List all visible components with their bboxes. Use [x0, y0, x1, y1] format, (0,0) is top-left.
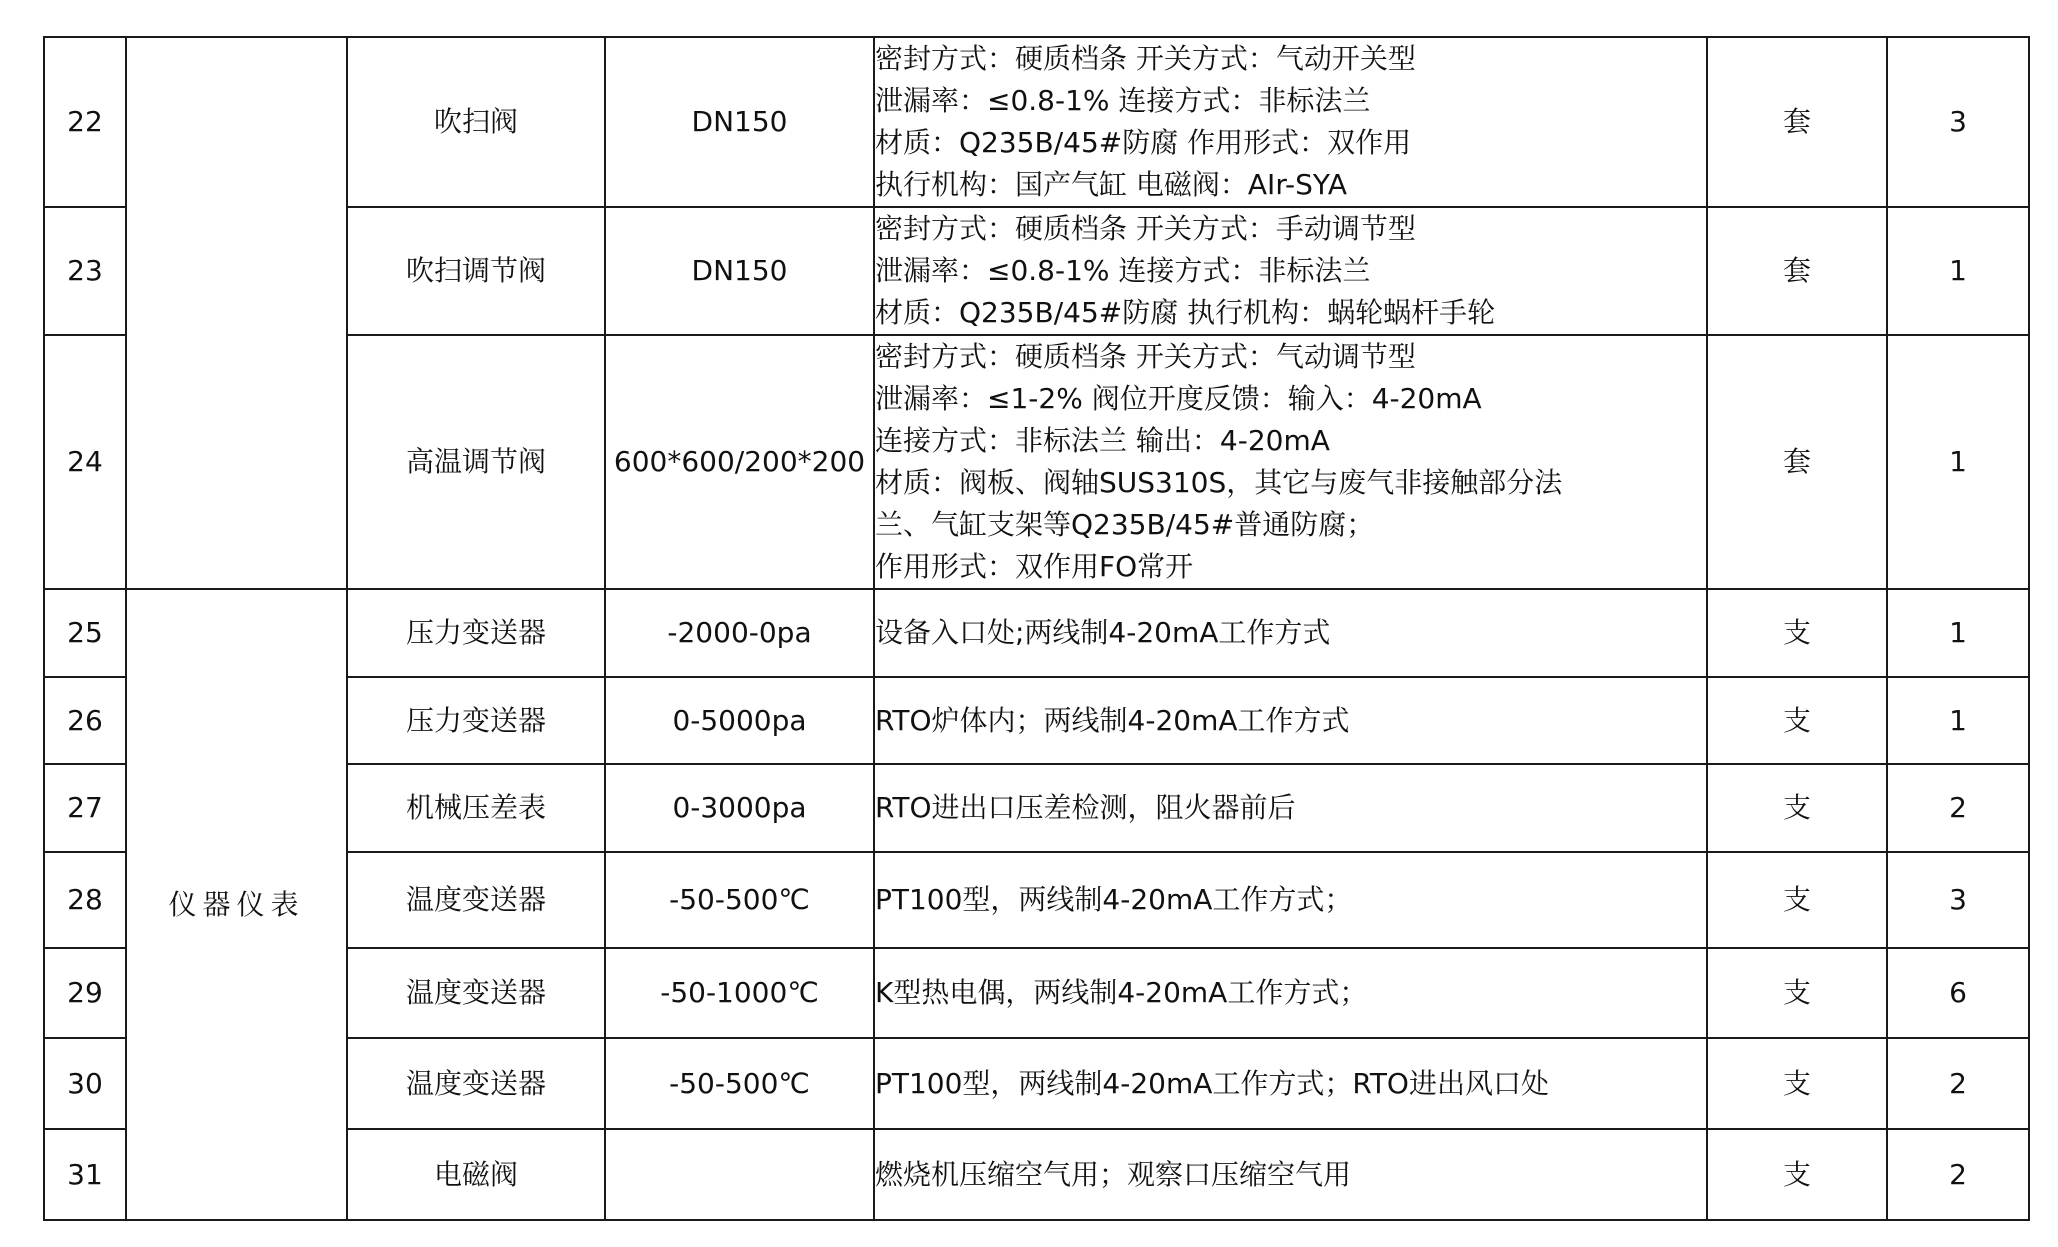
item-spec: -2000-0pa	[605, 589, 874, 677]
item-spec: 600*600/200*200	[605, 335, 874, 589]
item-quantity: 1	[1887, 589, 2029, 677]
item-description	[874, 1129, 1707, 1220]
item-spec: DN150	[605, 207, 874, 335]
item-description	[874, 764, 1707, 852]
description-line: 密封方式：硬质档条 开关方式：气动开关型	[875, 42, 1416, 75]
description-line: PT100型，两线制4-20mA工作方式；RTO进出风口处	[875, 1066, 1549, 1100]
row-number: 28	[44, 852, 126, 948]
item-unit: 支	[1707, 852, 1887, 948]
item-spec: DN150	[605, 37, 874, 207]
row-number: 29	[44, 948, 126, 1038]
item-description	[874, 589, 1707, 677]
item-name: 温度变送器	[347, 852, 605, 948]
item-description	[874, 852, 1707, 948]
row-number: 31	[44, 1129, 126, 1220]
item-name: 压力变送器	[347, 677, 605, 764]
description-line: 执行机构：国产气缸 电磁阀：AIr-SYA	[875, 168, 1347, 201]
description-line: RTO进出口压差检测，阻火器前后	[875, 791, 1296, 824]
item-quantity: 2	[1887, 764, 2029, 852]
description-line: 密封方式：硬质档条 开关方式：气动调节型	[875, 340, 1416, 373]
item-name: 温度变送器	[347, 948, 605, 1038]
category-cell: 仪器仪表	[126, 589, 347, 1220]
description-line: PT100型，两线制4-20mA工作方式；	[875, 883, 1353, 916]
description-line: 连接方式：非标法兰 输出：4-20mA	[875, 424, 1330, 457]
row-number: 27	[44, 764, 126, 852]
row-number: 24	[44, 335, 126, 589]
item-description	[874, 948, 1707, 1038]
row-number: 30	[44, 1038, 126, 1129]
description-line: 作用形式：双作用FO常开	[875, 550, 1194, 583]
item-quantity: 3	[1887, 37, 2029, 207]
description-line: 泄漏率：≤1-2% 阀位开度反馈：输入：4-20mA	[875, 382, 1482, 415]
item-unit: 支	[1707, 764, 1887, 852]
equipment-table	[43, 36, 2030, 1221]
item-quantity: 2	[1887, 1038, 2029, 1129]
description-line: 密封方式：硬质档条 开关方式：手动调节型	[875, 212, 1416, 245]
item-unit: 套	[1707, 335, 1887, 589]
item-quantity: 3	[1887, 852, 2029, 948]
item-quantity: 1	[1887, 677, 2029, 764]
description-line: K型热电偶，两线制4-20mA工作方式；	[875, 976, 1368, 1009]
item-spec: -50-500℃	[605, 852, 874, 948]
item-unit: 支	[1707, 948, 1887, 1038]
item-description	[874, 1038, 1707, 1129]
item-unit: 支	[1707, 1129, 1887, 1220]
description-line: 泄漏率：≤0.8-1% 连接方式：非标法兰	[875, 84, 1371, 117]
item-description	[874, 207, 1707, 335]
item-quantity: 6	[1887, 948, 2029, 1038]
table-row	[44, 37, 2029, 207]
item-name: 吹扫阀	[347, 37, 605, 207]
item-name: 高温调节阀	[347, 335, 605, 589]
item-unit: 套	[1707, 37, 1887, 207]
equipment-table-body	[44, 37, 2029, 1220]
description-line: 燃烧机压缩空气用；观察口压缩空气用	[875, 1157, 1352, 1191]
item-spec: 0-3000pa	[605, 764, 874, 852]
item-name: 机械压差表	[347, 764, 605, 852]
description-line: 兰、气缸支架等Q235B/45#普通防腐；	[875, 508, 1375, 541]
description-line: 设备入口处;两线制4-20mA工作方式	[875, 616, 1331, 649]
item-quantity: 1	[1887, 335, 2029, 589]
item-spec: 0-5000pa	[605, 677, 874, 764]
category-cell	[126, 37, 347, 589]
item-unit: 支	[1707, 1038, 1887, 1129]
item-name: 电磁阀	[347, 1129, 605, 1220]
item-name: 吹扫调节阀	[347, 207, 605, 335]
item-spec	[605, 1129, 874, 1220]
table-row	[44, 589, 2029, 677]
row-number: 23	[44, 207, 126, 335]
row-number: 22	[44, 37, 126, 207]
description-line: RTO炉体内；两线制4-20mA工作方式	[875, 703, 1350, 737]
row-number: 26	[44, 677, 126, 764]
row-number: 25	[44, 589, 126, 677]
item-unit: 套	[1707, 207, 1887, 335]
description-line: 泄漏率：≤0.8-1% 连接方式：非标法兰	[875, 254, 1371, 287]
item-description	[874, 677, 1707, 764]
description-line: 材质：Q235B/45#防腐 作用形式：双作用	[875, 126, 1412, 159]
item-name: 温度变送器	[347, 1038, 605, 1129]
item-quantity: 1	[1887, 207, 2029, 335]
item-name: 压力变送器	[347, 589, 605, 677]
item-quantity: 2	[1887, 1129, 2029, 1220]
description-line: 材质：Q235B/45#防腐 执行机构：蜗轮蜗杆手轮	[875, 296, 1496, 329]
item-description	[874, 37, 1707, 207]
item-spec: -50-1000℃	[605, 948, 874, 1038]
item-description	[874, 335, 1707, 589]
item-unit: 支	[1707, 589, 1887, 677]
item-spec: -50-500℃	[605, 1038, 874, 1129]
description-line: 材质：阀板、阀轴SUS310S，其它与废气非接触部分法	[875, 466, 1563, 499]
item-unit: 支	[1707, 677, 1887, 764]
